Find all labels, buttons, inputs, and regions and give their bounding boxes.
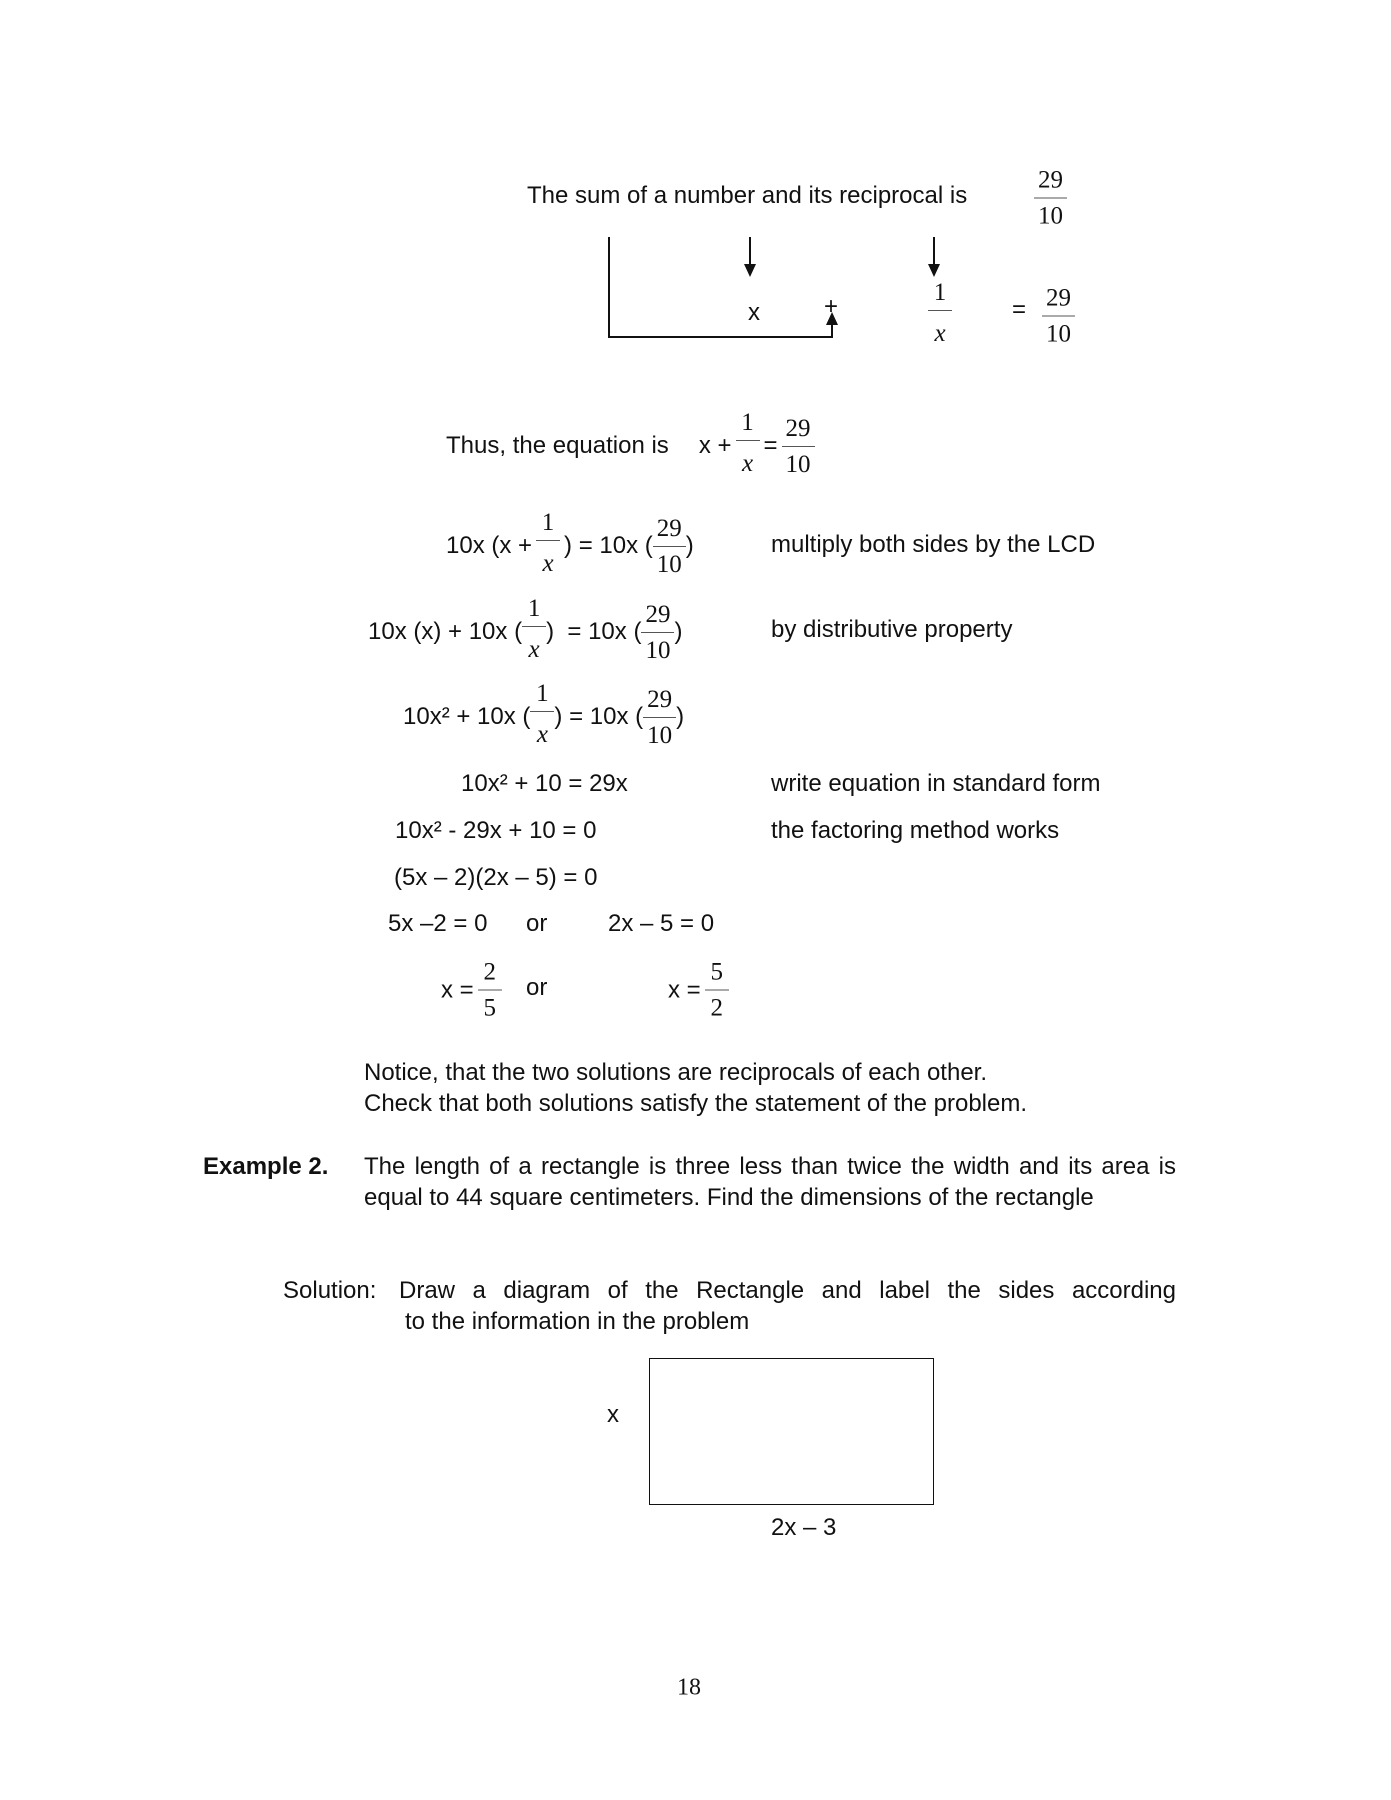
step-text: 10x (x) + 10x ( [368, 618, 523, 645]
step-3 [403, 680, 685, 749]
reciprocal-fraction [924, 279, 956, 348]
step-7-left: 5x –2 = 0 [388, 910, 488, 937]
denominator: 2 [710, 994, 723, 1022]
denominator: x [528, 636, 540, 663]
rhs-fraction [1038, 284, 1079, 348]
step-7-or: or [526, 910, 548, 937]
rectangle-length-label: 2x – 3 [771, 1514, 837, 1541]
numerator: 29 [1046, 284, 1071, 312]
step-7-right: 2x – 5 = 0 [608, 910, 715, 937]
numerator: 1 [541, 509, 555, 536]
arrow-down-icon [928, 264, 940, 277]
equals-sign: = [763, 432, 778, 459]
numerator: 29 [647, 685, 673, 713]
page-number: 18 [677, 1674, 701, 1701]
step-2 [368, 595, 683, 664]
numerator: 29 [785, 414, 811, 442]
notice-line: Notice, that the two solutions are reciprocals of each other. [364, 1059, 988, 1086]
equation-lhs: x + [698, 432, 732, 459]
equals-sign: = [1012, 296, 1027, 323]
step-text: ) = 10x ( [546, 618, 642, 645]
rectangle-diagram [649, 1358, 934, 1505]
denominator: 10 [785, 450, 811, 478]
plus-sign: + [824, 293, 839, 320]
equation-lead: Thus, the equation is [446, 432, 669, 459]
step-5: 10x² - 29x + 10 = 0 [395, 817, 597, 844]
notice-paragraph [364, 1057, 1027, 1119]
solution-line-2: to the information in the problem [405, 1308, 750, 1335]
step-text: x = [441, 976, 474, 1003]
step-text: ) [674, 618, 683, 645]
step-text: 10x (x + [446, 532, 533, 559]
step-text: ) = 10x ( [564, 532, 653, 559]
equation-line [446, 409, 819, 478]
step-4: 10x² + 10 = 29x [461, 770, 628, 797]
arrow-down-icon [744, 264, 756, 277]
denominator: x [536, 721, 548, 748]
step-1 [446, 509, 694, 578]
step-text: ) [685, 532, 694, 559]
numerator: 29 [656, 514, 682, 542]
sentence-fraction [1030, 166, 1071, 230]
numerator: 1 [527, 595, 541, 622]
step-text: x = [668, 976, 701, 1003]
arrow-stem [749, 237, 751, 267]
step-2-note: by distributive property [771, 616, 1013, 643]
denominator: x [741, 450, 754, 477]
step-text: ) [676, 703, 685, 730]
solution-label: Solution: [283, 1277, 377, 1304]
step-1-note: multiply both sides by the LCD [771, 531, 1096, 558]
example-label: Example 2. [203, 1153, 329, 1180]
example-text: The length of a rectangle is three less than twice the width and its area is equal to 44 square centimeters. Find the dimensions of the rectangle [364, 1153, 1176, 1211]
denominator: 5 [483, 994, 496, 1022]
step-text: ) = 10x ( [554, 703, 644, 730]
bracket-horizontal-line [608, 336, 832, 338]
numerator: 29 [645, 600, 671, 628]
denominator: 10 [647, 721, 673, 749]
bracket-vertical-line [608, 237, 610, 338]
problem-sentence: The sum of a number and its reciprocal is [527, 182, 968, 209]
denominator: 10 [645, 636, 671, 664]
step-5-note: the factoring method works [771, 817, 1060, 844]
step-8-or: or [526, 974, 548, 1001]
denominator: 10 [656, 550, 682, 578]
numerator: 1 [933, 279, 947, 306]
arrow-stem [933, 237, 935, 267]
solution-line-1: Draw a diagram of the Rectangle and label the sides according [399, 1277, 1176, 1304]
numerator: 1 [536, 680, 549, 707]
numerator: 29 [1038, 166, 1063, 194]
number-x: x [748, 299, 760, 326]
denominator: x [934, 320, 946, 347]
notice-line: Check that both solutions satisfy the statement of the problem. [364, 1090, 1028, 1117]
solution-1 [441, 958, 506, 1022]
denominator: 10 [1046, 320, 1071, 348]
rectangle-width-label: x [607, 1401, 619, 1428]
solution-2 [668, 958, 733, 1022]
step-6: (5x – 2)(2x – 5) = 0 [394, 864, 598, 891]
step-4-note: write equation in standard form [771, 770, 1101, 797]
step-text: 10x² + 10x ( [403, 703, 531, 730]
denominator: x [542, 550, 554, 577]
numerator: 1 [741, 409, 754, 436]
numerator: 5 [710, 958, 723, 986]
numerator: 2 [483, 958, 496, 986]
denominator: 10 [1038, 202, 1063, 230]
